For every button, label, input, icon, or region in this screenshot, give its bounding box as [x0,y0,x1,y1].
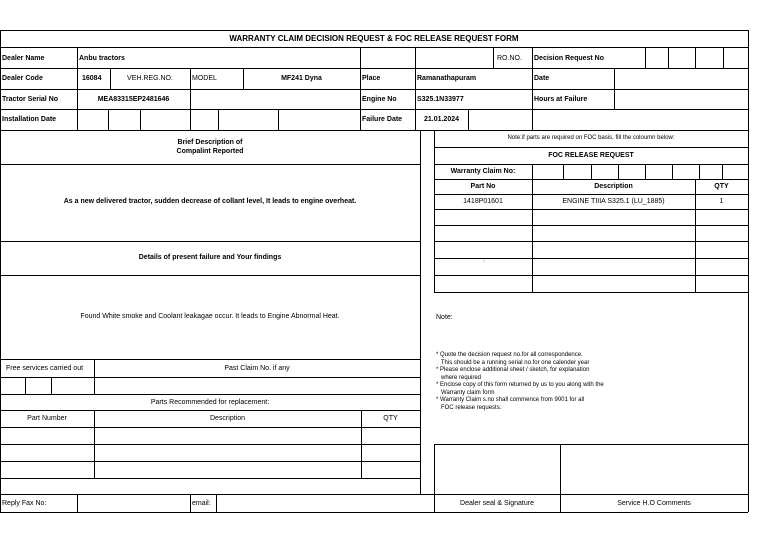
place-value[interactable]: Ramanathapuram [417,75,477,82]
failure-date-value[interactable]: 21.01.2024 [423,116,460,123]
tractor-serial-label: Tractor Serial No [2,96,59,103]
decision-request-label: Decision Request No [534,55,605,62]
note-line: Warranty claim form [436,389,495,396]
hours-at-failure-label: Hours at Failure [534,96,588,103]
veh-reg-label: VEH.REG.NO. [127,75,173,82]
brief-heading-line2: Compalint Reported [176,148,244,155]
dealer-code-value[interactable]: 16084 [82,75,102,82]
dealer-seal-label: Dealer seal & Signature [460,500,534,507]
free-services-label: Free services carried out [6,365,84,372]
ro-no-label: RO.NO. [497,55,522,62]
foc-col-description: Description [594,183,633,190]
note-line: * Enclose copy of this form returned by us to you along with the [436,382,604,388]
parts-col-part-number: Part Number [27,415,67,422]
note-line: where required [436,374,482,381]
note-line: FOC release requests. [436,404,502,411]
parts-recommended-heading: Parts Recommended for replacement: [150,399,270,406]
note-line: * Quote the decision request no.for all correspondence. [436,352,583,358]
engine-no-value[interactable]: S325.1N33977 [417,96,464,103]
parts-col-description: Description [209,415,245,422]
dealer-code-label: Dealer Code [2,75,43,82]
foc-note-top: Note:if parts are required on FOC basis, fill the coloumn below: [507,135,675,141]
reply-fax-label: Reply Fax No: [2,500,47,507]
failure-date-label: Failure Date [362,116,403,123]
engine-no-label: Engine No [362,96,397,103]
foc-col-part-no: Part No [470,183,496,190]
foc-col-qty: QTY [714,183,729,190]
service-ho-comments-label: Service H.O Comments [617,500,691,507]
date-label: Date [534,75,550,82]
notes-list [436,352,604,412]
brief-text[interactable]: As a new delivered tractor, sudden decrease of collant level, It leads to engine overheat. [63,198,357,205]
stray-mark: ` [483,261,486,268]
tractor-serial-value[interactable]: MEA83315EP2481646 [97,96,170,103]
notes-label: Note: [436,314,453,321]
parts-col-qty: QTY [383,415,398,422]
foc-row-desc[interactable]: ENGINE TIIIA S325.1 (LU_1885) [562,198,665,205]
note-line: * Warranty Claim s.no shall commence from 9001 for all [436,397,585,403]
email-label: email: [192,500,211,507]
foc-row-qty[interactable]: 1 [719,198,724,205]
model-value[interactable]: MF241 Dyna [281,75,322,82]
details-heading: Details of present failure and Your findings [138,254,282,261]
brief-heading-line1: Brief Description of [177,139,243,146]
form-title: WARRANTY CLAIM DECISION REQUEST & FOC RELEASE REQUEST FORM [229,34,519,43]
warranty-claim-no-label: Warranty Claim No: [450,168,516,175]
dealer-name-label: Dealer Name [2,55,45,62]
past-claim-label: Past Claim No. if any [224,365,290,372]
place-label: Place [362,75,381,82]
dealer-name-value[interactable]: Anbu tractors [79,55,125,62]
foc-row-part[interactable]: 1418P01601 [463,198,503,205]
details-text[interactable]: Found White smoke and Coolant leakagae occur. It leads to Engine Abnormal Heat. [80,313,340,320]
note-line: * Please enclose additional sheet / sketch, for explanation [436,367,590,373]
foc-title: FOC RELEASE REQUEST [548,152,634,159]
installation-date-label: Installation Date [2,116,57,123]
model-label: MODEL [192,75,217,82]
note-line: This should be a running serial no.for one calender year [436,359,590,366]
